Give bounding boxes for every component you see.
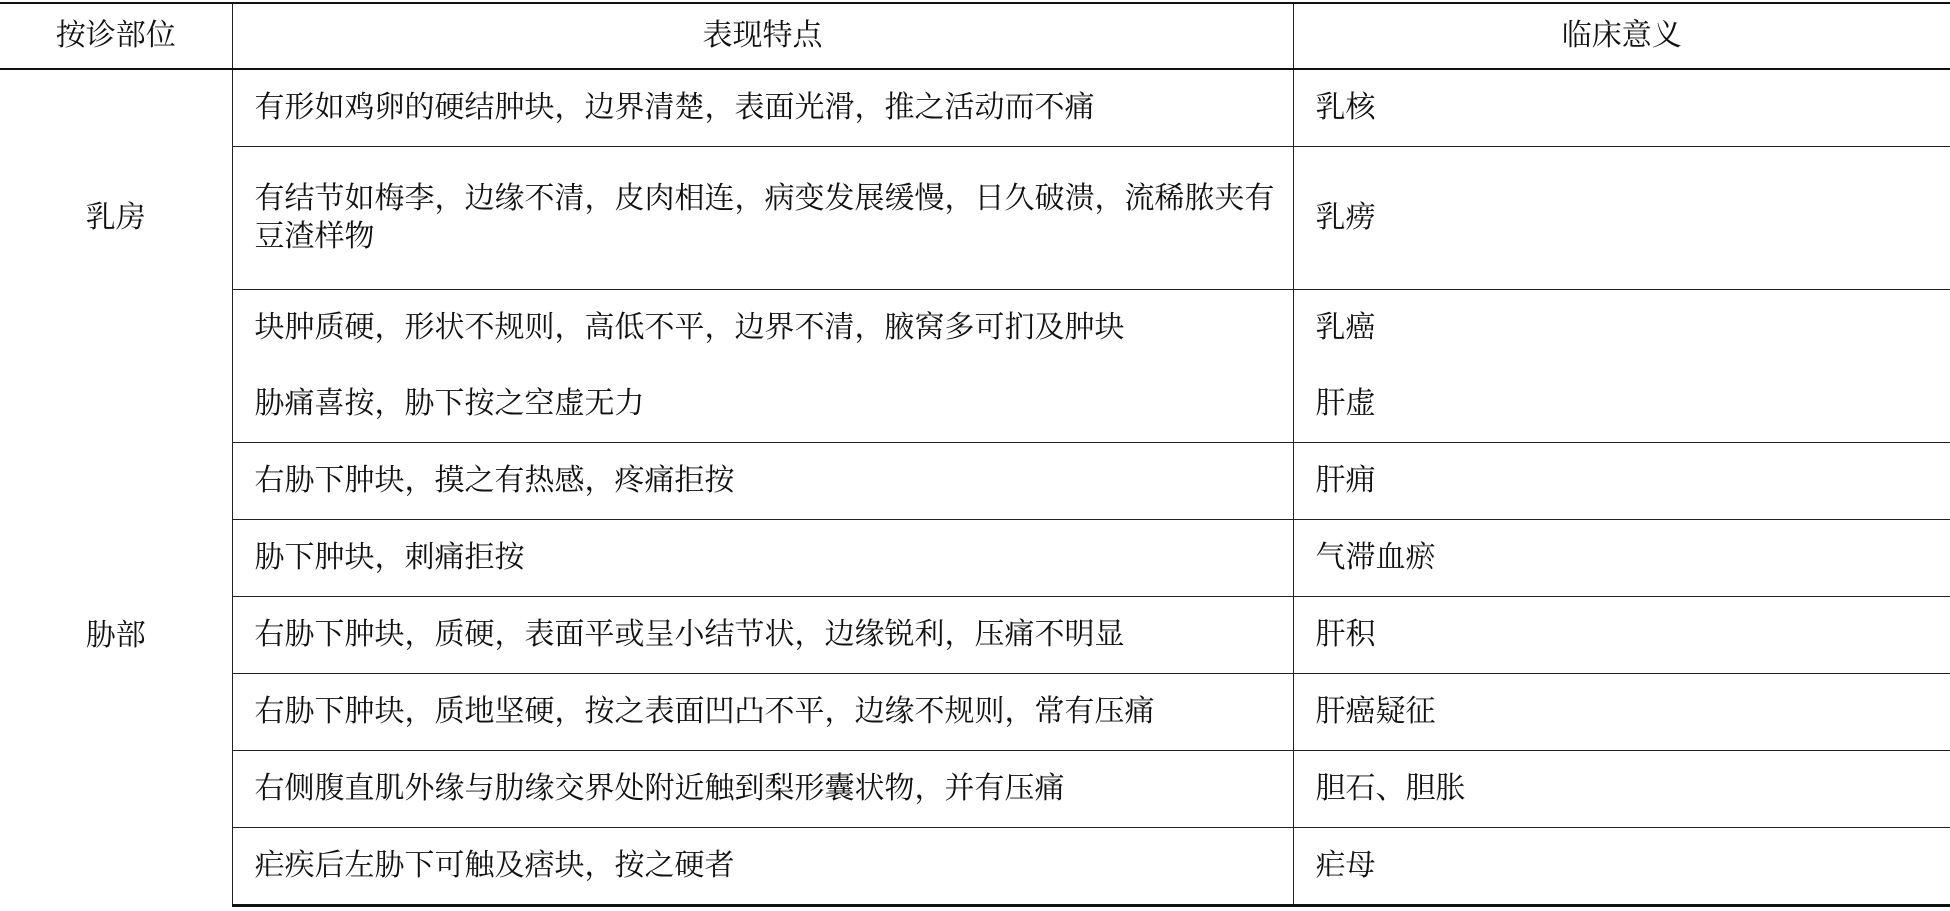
table-row [0,69,1950,147]
feature-cell: 胁痛喜按，胁下按之空虚无力 [232,366,1293,443]
feature-cell: 右胁下肿块，质硬，表面平或呈小结节状，边缘锐利，压痛不明显 [232,597,1293,674]
table-row [0,597,1950,674]
header-meaning: 临床意义 [1293,3,1950,69]
site-cell-hypochondrium: 胁部 [85,617,146,653]
feature-cell: 有结节如梅李，边缘不清，皮肉相连，病变发展缓慢，日久破溃，流稀脓夹有豆渣样物 [232,147,1293,290]
header-feature: 表现特点 [232,3,1293,69]
table-row [0,828,1950,906]
feature-cell: 疟疾后左胁下可触及痞块，按之硬者 [232,828,1293,906]
meaning-cell: 乳癌 [1293,290,1950,367]
header-row [0,3,1950,69]
feature-cell: 右胁下肿块，质地坚硬，按之表面凹凸不平，边缘不规则，常有压痛 [232,674,1293,751]
table-row [0,366,1950,443]
table-row [0,520,1950,597]
site-cell-breast: 乳房 [85,200,146,235]
table-row [0,290,1950,367]
table-row [0,147,1950,290]
feature-cell: 块肿质硬，形状不规则，高低不平，边界不清，腋窝多可扪及肿块 [232,290,1293,367]
meaning-cell: 气滞血瘀 [1293,520,1950,597]
feature-cell: 右胁下肿块，摸之有热感，疼痛拒按 [232,443,1293,520]
meaning-cell: 胆石、胆胀 [1293,751,1950,828]
meaning-cell: 肝癌疑征 [1293,674,1950,751]
table-row [0,443,1950,520]
meaning-cell: 肝虚 [1293,366,1950,443]
table-row [0,674,1950,751]
meaning-cell: 疟母 [1293,828,1950,906]
feature-cell: 胁下肿块，刺痛拒按 [232,520,1293,597]
meaning-cell: 肝积 [1293,597,1950,674]
group-hypochondrium [0,366,1950,906]
group-breast [0,69,1950,366]
table-header [0,3,1950,69]
table-row [0,751,1950,828]
feature-cell: 右侧腹直肌外缘与肋缘交界处附近触到梨形囊状物，并有压痛 [232,751,1293,828]
meaning-cell: 乳痨 [1293,147,1950,290]
meaning-cell: 肝痈 [1293,443,1950,520]
header-site: 按诊部位 [0,3,232,69]
palpation-table [0,2,1950,907]
meaning-cell: 乳核 [1293,69,1950,147]
feature-cell: 有形如鸡卵的硬结肿块，边界清楚，表面光滑，推之活动而不痛 [232,69,1293,147]
